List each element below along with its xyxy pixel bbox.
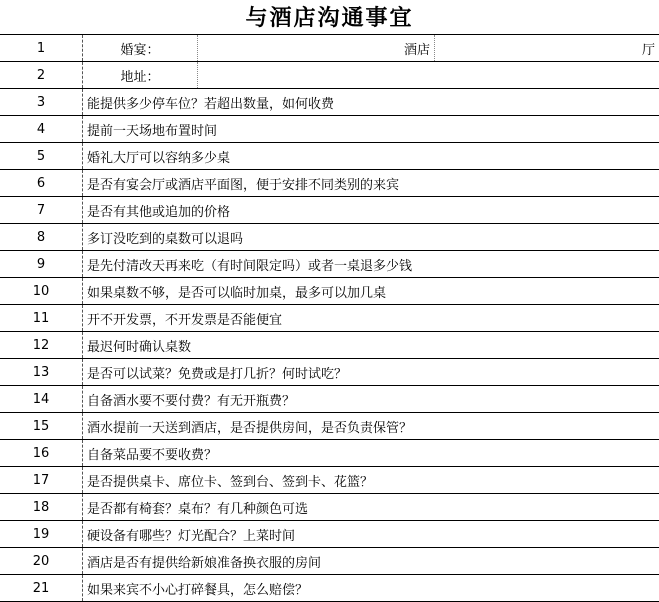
table-row xyxy=(0,170,659,197)
table-row xyxy=(0,197,659,224)
checklist-table xyxy=(0,35,659,602)
table-row xyxy=(0,575,659,602)
table-row xyxy=(0,251,659,278)
question-cell[interactable]: 婚礼大厅可以容纳多少桌 xyxy=(83,143,659,170)
question-cell[interactable]: 自备酒水要不要付费？有无开瓶费？ xyxy=(83,386,659,413)
table-row xyxy=(0,332,659,359)
address-field[interactable] xyxy=(198,62,659,89)
row-number: 7 xyxy=(0,197,83,224)
row-number: 6 xyxy=(0,170,83,197)
question-cell[interactable]: 提前一天场地布置时间 xyxy=(83,116,659,143)
row-number: 19 xyxy=(0,521,83,548)
question-cell[interactable]: 酒店是否有提供给新娘准备换衣服的房间 xyxy=(83,548,659,575)
table-row xyxy=(0,467,659,494)
question-cell[interactable]: 开不开发票，不开发票是否能便宜 xyxy=(83,305,659,332)
question-cell[interactable]: 是否有宴会厅或酒店平面图，便于安排不同类别的来宾 xyxy=(83,170,659,197)
question-cell[interactable]: 最迟何时确认桌数 xyxy=(83,332,659,359)
table-row-address xyxy=(0,62,659,89)
table-row xyxy=(0,548,659,575)
table-row xyxy=(0,386,659,413)
table-row xyxy=(0,359,659,386)
table-row xyxy=(0,89,659,116)
table-row xyxy=(0,116,659,143)
row-number: 10 xyxy=(0,278,83,305)
hall-field[interactable]: 厅 xyxy=(435,35,659,62)
question-cell[interactable]: 自备菜品要不要收费？ xyxy=(83,440,659,467)
row-number: 13 xyxy=(0,359,83,386)
question-cell[interactable]: 如果来宾不小心打碎餐具，怎么赔偿？ xyxy=(83,575,659,602)
row-number: 18 xyxy=(0,494,83,521)
row-number: 5 xyxy=(0,143,83,170)
question-cell[interactable]: 多订没吃到的桌数可以退吗 xyxy=(83,224,659,251)
table-row xyxy=(0,143,659,170)
checklist-body xyxy=(0,35,659,602)
question-cell[interactable]: 是否有其他或追加的价格 xyxy=(83,197,659,224)
row-number: 2 xyxy=(0,62,83,89)
row-number: 1 xyxy=(0,35,83,62)
row-number: 20 xyxy=(0,548,83,575)
table-row xyxy=(0,305,659,332)
wedding-label: 婚宴： xyxy=(83,35,198,62)
table-row-wedding xyxy=(0,35,659,62)
row-number: 12 xyxy=(0,332,83,359)
row-number: 4 xyxy=(0,116,83,143)
question-cell[interactable]: 是否可以试菜？免费或是打几折？何时试吃？ xyxy=(83,359,659,386)
table-row xyxy=(0,224,659,251)
row-number: 17 xyxy=(0,467,83,494)
table-row xyxy=(0,413,659,440)
table-row xyxy=(0,278,659,305)
address-label: 地址： xyxy=(83,62,198,89)
question-cell[interactable]: 是先付清改天再来吃（有时间限定吗）或者一桌退多少钱 xyxy=(83,251,659,278)
page-title: 与酒店沟通事宜 xyxy=(0,0,659,35)
table-row xyxy=(0,494,659,521)
question-cell[interactable]: 是否提供桌卡、席位卡、签到台、签到卡、花篮？ xyxy=(83,467,659,494)
row-number: 15 xyxy=(0,413,83,440)
table-row xyxy=(0,440,659,467)
question-cell[interactable]: 酒水提前一天送到酒店，是否提供房间，是否负责保管？ xyxy=(83,413,659,440)
table-row xyxy=(0,521,659,548)
question-cell[interactable]: 硬设备有哪些？灯光配合？上菜时间 xyxy=(83,521,659,548)
row-number: 11 xyxy=(0,305,83,332)
question-cell[interactable]: 是否都有椅套？桌布？有几种颜色可选 xyxy=(83,494,659,521)
question-cell[interactable]: 如果桌数不够，是否可以临时加桌，最多可以加几桌 xyxy=(83,278,659,305)
question-cell[interactable]: 能提供多少停车位？若超出数量，如何收费 xyxy=(83,89,659,116)
row-number: 16 xyxy=(0,440,83,467)
row-number: 3 xyxy=(0,89,83,116)
hotel-field[interactable]: 酒店 xyxy=(198,35,435,62)
row-number: 8 xyxy=(0,224,83,251)
row-number: 9 xyxy=(0,251,83,278)
row-number: 14 xyxy=(0,386,83,413)
row-number: 21 xyxy=(0,575,83,602)
